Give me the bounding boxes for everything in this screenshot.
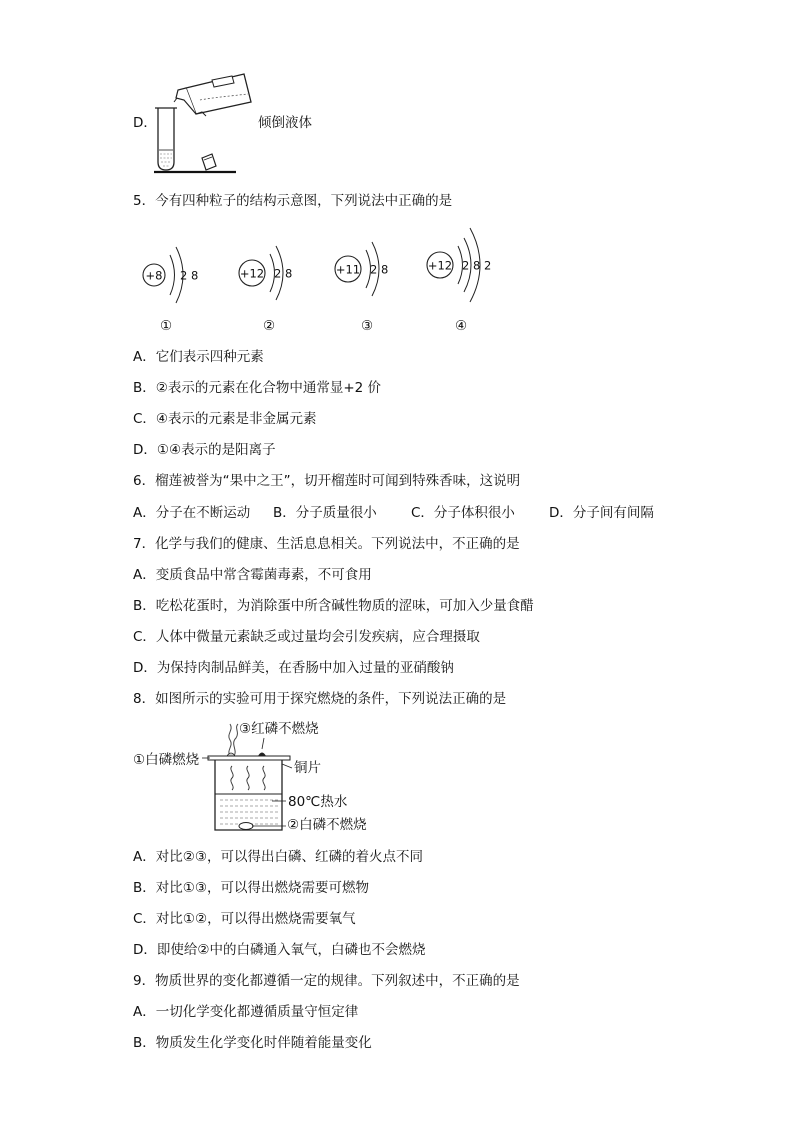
particle-4-index: ④ bbox=[455, 318, 468, 334]
particle-1-nucleus: +8 bbox=[145, 268, 163, 283]
particle-3-index: ③ bbox=[361, 318, 374, 334]
particle-2-diagram bbox=[239, 246, 292, 300]
q5-stem: 5．今有四种粒子的结构示意图，下列说法中正确的是 bbox=[133, 193, 453, 209]
particle-2-nucleus: +12 bbox=[239, 266, 265, 281]
q5-option-a: A．它们表示四种元素 bbox=[133, 349, 264, 365]
q7-option-c: C．人体中微量元素缺乏或过量均会引发疾病，应合理摄取 bbox=[133, 629, 480, 645]
q7-stem: 7．化学与我们的健康、生活息息相关。下列说法中，不正确的是 bbox=[133, 536, 520, 552]
pouring-liquid-caption: 倾倒液体 bbox=[258, 115, 312, 131]
q9-option-a: A．一切化学变化都遵循质量守恒定律 bbox=[133, 1004, 359, 1020]
q8-option-b: B．对比①③，可以得出燃烧需要可燃物 bbox=[133, 880, 369, 896]
q8-option-c: C．对比①②，可以得出燃烧需要氧气 bbox=[133, 911, 356, 927]
particle-4-diagram bbox=[427, 228, 491, 302]
q7-option-a: A．变质食品中常含霉菌毒素，不可食用 bbox=[133, 567, 372, 583]
q8-option-d: D．即使给②中的白磷通入氧气，白磷也不会燃烧 bbox=[133, 942, 426, 958]
label-white-phosphorus-underwater: ②白磷不燃烧 bbox=[287, 817, 367, 833]
q5-option-b: B．②表示的元素在化合物中通常显+2 价 bbox=[133, 380, 382, 396]
q6-option-a: A．分子在不断运动 bbox=[133, 505, 251, 521]
pouring-liquid-figure bbox=[150, 68, 260, 178]
combustion-experiment-figure bbox=[200, 722, 300, 838]
particle-3-nucleus: +11 bbox=[335, 262, 361, 277]
q4-option-d-label: D． bbox=[133, 115, 157, 131]
q6-option-c: C．分子体积很小 bbox=[411, 505, 515, 521]
particle-2-shells: 2 8 bbox=[274, 266, 293, 281]
q7-option-d: D．为保持肉制品鲜美，在香肠中加入过量的亚硝酸钠 bbox=[133, 660, 454, 676]
atomic-structure-diagrams bbox=[134, 222, 514, 312]
q6-option-b: B．分子质量很小 bbox=[273, 505, 377, 521]
q7-option-b: B．吃松花蛋时，为消除蛋中所含碱性物质的涩味，可加入少量食醋 bbox=[133, 598, 534, 614]
q5-option-c: C．④表示的元素是非金属元素 bbox=[133, 411, 317, 427]
particle-1-shells: 2 8 bbox=[180, 268, 199, 283]
q9-option-b: B．物质发生化学变化时伴随着能量变化 bbox=[133, 1035, 372, 1051]
particle-3-shells: 2 8 bbox=[370, 262, 389, 277]
particle-1-index: ① bbox=[160, 318, 173, 334]
label-copper-plate: 铜片 bbox=[294, 760, 321, 776]
label-red-phosphorus: ③红磷不燃烧 bbox=[239, 721, 319, 737]
q9-stem: 9．物质世界的变化都遵循一定的规律。下列叙述中，不正确的是 bbox=[133, 973, 520, 989]
label-hot-water: 80℃热水 bbox=[288, 794, 348, 810]
q5-option-d: D．①④表示的是阳离子 bbox=[133, 442, 276, 458]
particle-1-diagram bbox=[143, 247, 198, 303]
particle-4-shells: 2 8 2 bbox=[462, 258, 492, 273]
q8-stem: 8．如图所示的实验可用于探究燃烧的条件，下列说法正确的是 bbox=[133, 691, 507, 707]
particle-4-nucleus: +12 bbox=[427, 258, 453, 273]
particle-3-diagram bbox=[335, 242, 388, 296]
q6-option-d: D．分子间有间隔 bbox=[549, 505, 654, 521]
q8-option-a: A．对比②③，可以得出白磷、红磷的着火点不同 bbox=[133, 849, 423, 865]
label-white-phosphorus-burning: ①白磷燃烧 bbox=[133, 752, 200, 768]
particle-2-index: ② bbox=[263, 318, 276, 334]
q6-stem: 6．榴莲被誉为“果中之王”，切开榴莲时可闻到特殊香味，这说明 bbox=[133, 473, 521, 489]
